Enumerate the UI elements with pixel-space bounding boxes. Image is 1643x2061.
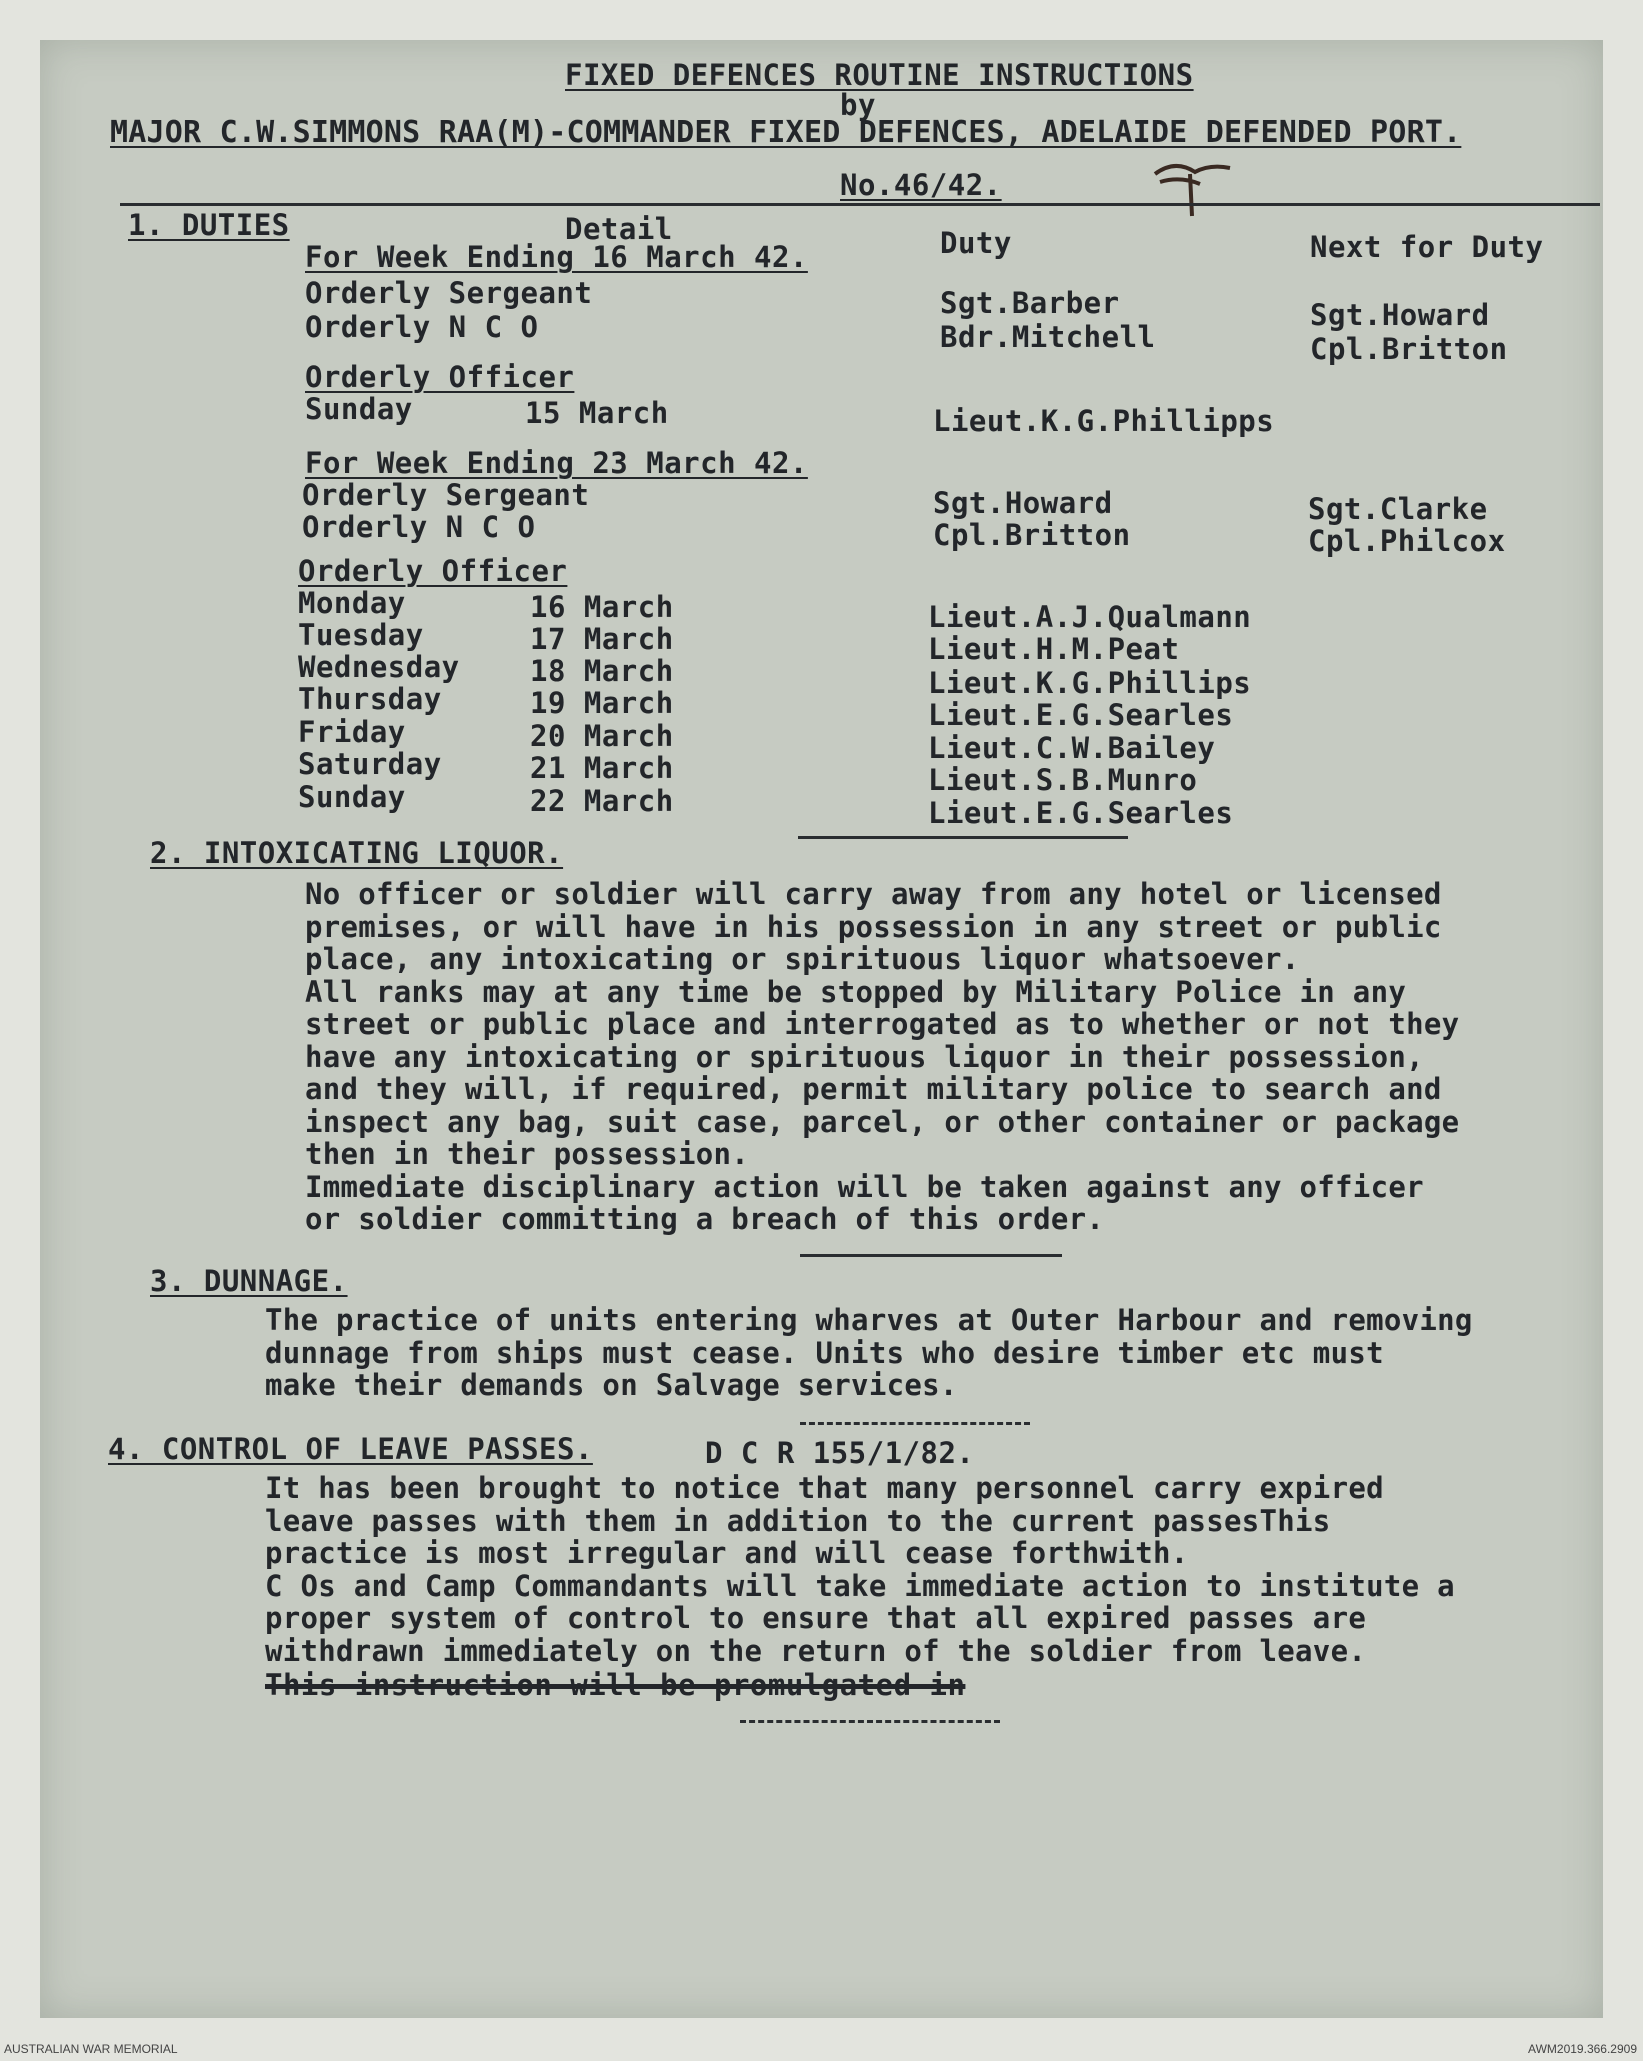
week2-officer-date: 16 March [530,590,674,624]
column-next-for-duty: Next for Duty [1310,230,1544,264]
liquor-heading: 2. INTOXICATING LIQUOR. [150,836,564,870]
week1-officer-date: 15 March [525,396,669,430]
week1-officer-day: Sunday [305,392,413,426]
week2-officer-date: 20 March [530,719,674,753]
week2-nco-next: Cpl.Philcox [1308,524,1506,558]
section-divider [800,1254,1062,1257]
dunnage-heading: 3. DUNNAGE. [150,1264,348,1298]
document-page [40,40,1603,2018]
week1-officer-label: Orderly Officer [305,360,575,394]
week2-officer-day: Sunday [298,780,406,814]
week1-nco-next: Cpl.Britton [1310,332,1508,366]
section-divider [740,1720,1000,1723]
week2-officer-date: 21 March [530,751,674,785]
week2-officer-name: Lieut.S.B.Munro [928,763,1198,797]
by-line: by [840,88,876,122]
instruction-number: No.46/42. [840,168,1002,202]
week2-nco: Cpl.Britton [933,518,1131,552]
ink-mark-icon [1150,154,1240,224]
struck-line: This instruction will be promulgated in [265,1668,966,1702]
week2-officer-day: Thursday [298,682,442,716]
week2-officer-day: Saturday [298,747,442,781]
week2-sergeant-label: Orderly Sergeant [302,478,590,512]
leave-heading: 4. CONTROL OF LEAVE PASSES. [108,1432,593,1466]
section-divider [800,1422,1030,1425]
week2-officer-name: Lieut.K.G.Phillips [928,666,1252,700]
table-top-rule [120,203,1600,206]
footer-right: AWM2019.366.2909 [1528,2042,1637,2056]
week2-officer-day: Wednesday [298,650,460,684]
week1-officer-name: Lieut.K.G.Phillipps [933,404,1275,438]
week2-label: For Week Ending 23 March 42. [305,446,808,480]
week1-nco: Bdr.Mitchell [940,320,1156,354]
week2-officer-name: Lieut.E.G.Searles [928,796,1234,830]
week1-label: For Week Ending 16 March 42. [305,240,808,274]
week2-officer-name: Lieut.E.G.Searles [928,698,1234,732]
leave-reference: D C R 155/1/82. [705,1436,975,1470]
week2-sergeant: Sgt.Howard [933,486,1113,520]
week2-officer-name: Lieut.C.W.Bailey [928,731,1216,765]
footer-left: AUSTRALIAN WAR MEMORIAL [4,2042,178,2056]
week2-officer-day: Monday [298,586,406,620]
week2-officer-date: 18 March [530,654,674,688]
week2-officer-name: Lieut.A.J.Qualmann [928,600,1252,634]
week2-officer-label: Orderly Officer [298,554,568,588]
week1-nco-label: Orderly N C O [305,310,539,344]
week1-sergeant-next: Sgt.Howard [1310,298,1490,332]
week2-officer-day: Friday [298,715,406,749]
week2-officer-date: 22 March [530,784,674,818]
week2-officer-date: 17 March [530,622,674,656]
leave-body: It has been brought to notice that many personnel carry expired leave passes with them in addition to the current passesThis practice is most irregular and will cease forthwith. C Os and Camp Commandants will take immediate action to institute a proper system of control to ensure that all expired passes are withdrawn immediately on the return of the soldier from leave. [265,1471,1455,1668]
week2-officer-name: Lieut.H.M.Peat [928,632,1180,666]
column-detail: Detail [565,212,673,246]
week2-sergeant-next: Sgt.Clarke [1308,492,1488,526]
week2-officer-day: Tuesday [298,618,424,652]
duties-heading: 1. DUTIES [128,208,290,242]
week1-sergeant: Sgt.Barber [940,286,1120,320]
commander-line: MAJOR C.W.SIMMONS RAA(M)-COMMANDER FIXED DEFENCES, ADELAIDE DEFENDED PORT. [110,115,1462,150]
week2-nco-label: Orderly N C O [302,510,536,544]
liquor-body: No officer or soldier will carry away from any hotel or licensed premises, or will have in his possession in any street or public place, any intoxicating or spirituous liquor whatsoever. All ranks may at any time be stopped by Military Police in any street or public place and interrogated as to whether or not they have any intoxicating or spirituous liquor in their possession, and they will, if required, permit military police to search and inspect any bag, suit case, parcel, or other container or package then in their possession. Immediate disciplinary action will be taken against any officer or soldier committing a breach of this order. [305,877,1460,1236]
dunnage-body: The practice of units entering wharves at Outer Harbour and removing dunnage from ships must cease. Units who desire timber etc must make their demands on Salvage services. [265,1303,1473,1402]
week2-officer-date: 19 March [530,686,674,720]
week1-sergeant-label: Orderly Sergeant [305,276,593,310]
document-title: FIXED DEFENCES ROUTINE INSTRUCTIONS [565,58,1194,92]
section-divider [798,836,1128,839]
column-duty: Duty [940,226,1012,260]
